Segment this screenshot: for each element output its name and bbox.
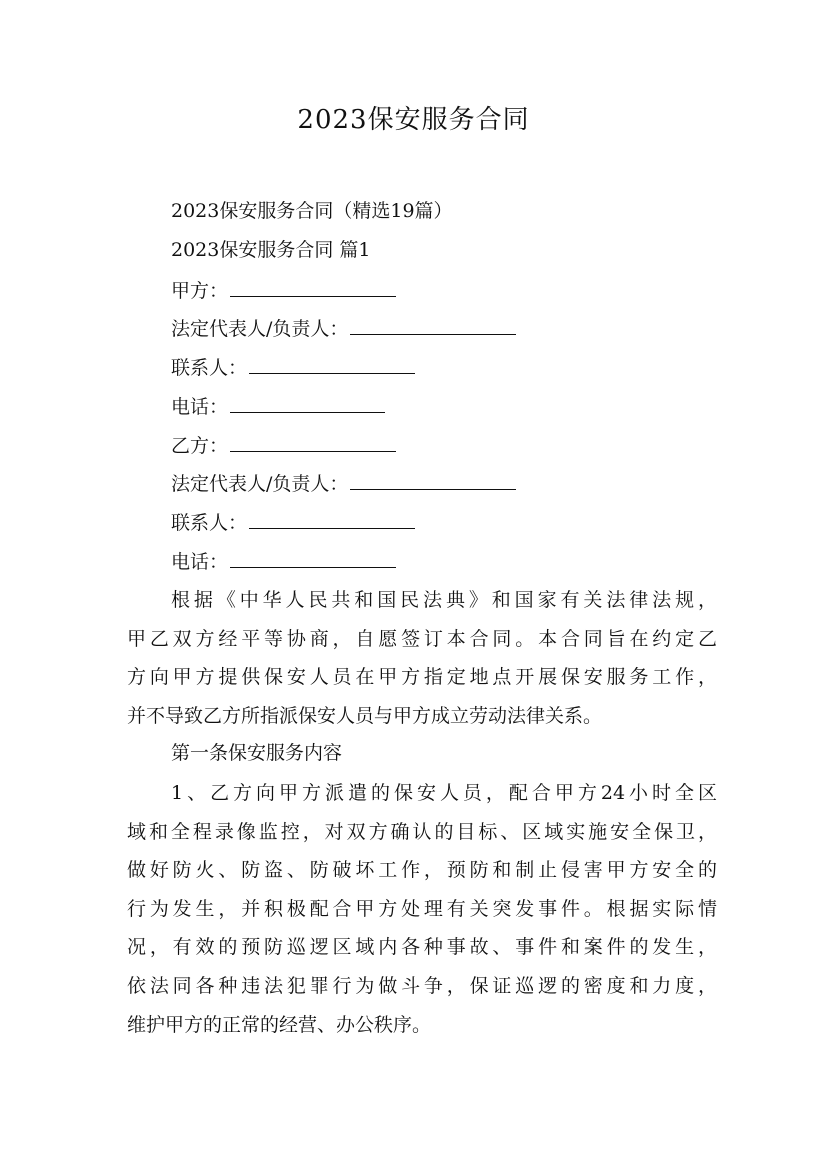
party-a-phone-label: 电话：: [171, 396, 229, 418]
intro-paragraph: [127, 581, 717, 735]
paragraph-line: 并不导致乙方所指派保安人员与甲方成立劳动法律关系。: [127, 704, 603, 727]
party-a-contact-blank: [249, 353, 415, 374]
party-b-phone-blank: [230, 547, 396, 568]
paragraph-line: 依法同各种违法犯罪行为做斗争，保证巡逻的密度和力度，: [127, 974, 717, 997]
party-a-rep-line: [171, 314, 516, 343]
paragraph-line: 域和全程录像监控，对双方确认的目标、区域实施安全保卫，: [127, 820, 717, 843]
party-b-label: 乙方：: [171, 435, 229, 457]
section-heading: 2023保安服务合同 篇1: [171, 239, 371, 261]
paragraph-line: 维护甲方的正常的经营、办公秩序。: [127, 1013, 432, 1036]
paragraph-line: 根据《中华人民共和国民法典》和国家有关法律法规，: [171, 589, 717, 611]
party-b-phone-line: [171, 547, 396, 576]
party-a-phone-line: [171, 392, 385, 421]
party-a-contact-line: [171, 353, 415, 382]
party-b-rep-line: [171, 469, 516, 498]
party-b-rep-blank: [350, 469, 516, 490]
document-subtitle: 2023保安服务合同（精选19篇）: [171, 200, 453, 222]
party-b-rep-label: 法定代表人/负责人：: [171, 473, 349, 495]
party-a-phone-blank: [230, 392, 385, 413]
party-a-line: [171, 276, 396, 305]
paragraph-line: 甲乙双方经平等协商，自愿签订本合同。本合同旨在约定乙: [127, 627, 717, 650]
party-a-blank: [230, 276, 396, 297]
party-a-rep-label: 法定代表人/负责人：: [171, 318, 349, 340]
party-b-contact-line: [171, 508, 415, 537]
party-a-contact-label: 联系人：: [171, 357, 248, 379]
article-1-paragraph: [127, 774, 717, 1044]
party-b-contact-label: 联系人：: [171, 512, 248, 534]
paragraph-line: 方向甲方提供保安人员在甲方指定地点开展保安服务工作，: [127, 666, 717, 689]
party-b-phone-label: 电话：: [171, 551, 229, 573]
party-b-contact-blank: [249, 508, 415, 529]
paragraph-line: 做好防火、防盗、防破坏工作，预防和制止侵害甲方安全的: [127, 859, 717, 882]
paragraph-line: 1、乙方向甲方派遣的保安人员，配合甲方24小时全区: [171, 782, 717, 804]
party-b-line: [171, 431, 396, 460]
article-1-heading: 第一条保安服务内容: [171, 742, 343, 764]
document-title: 2023保安服务合同: [297, 105, 530, 135]
party-b-blank: [230, 431, 396, 452]
paragraph-line: 行为发生，并积极配合甲方处理有关突发事件。根据实际情: [127, 897, 717, 920]
party-a-label: 甲方：: [171, 280, 229, 302]
paragraph-line: 况，有效的预防巡逻区域内各种事故、事件和案件的发生，: [127, 936, 717, 959]
party-a-rep-blank: [350, 314, 516, 335]
